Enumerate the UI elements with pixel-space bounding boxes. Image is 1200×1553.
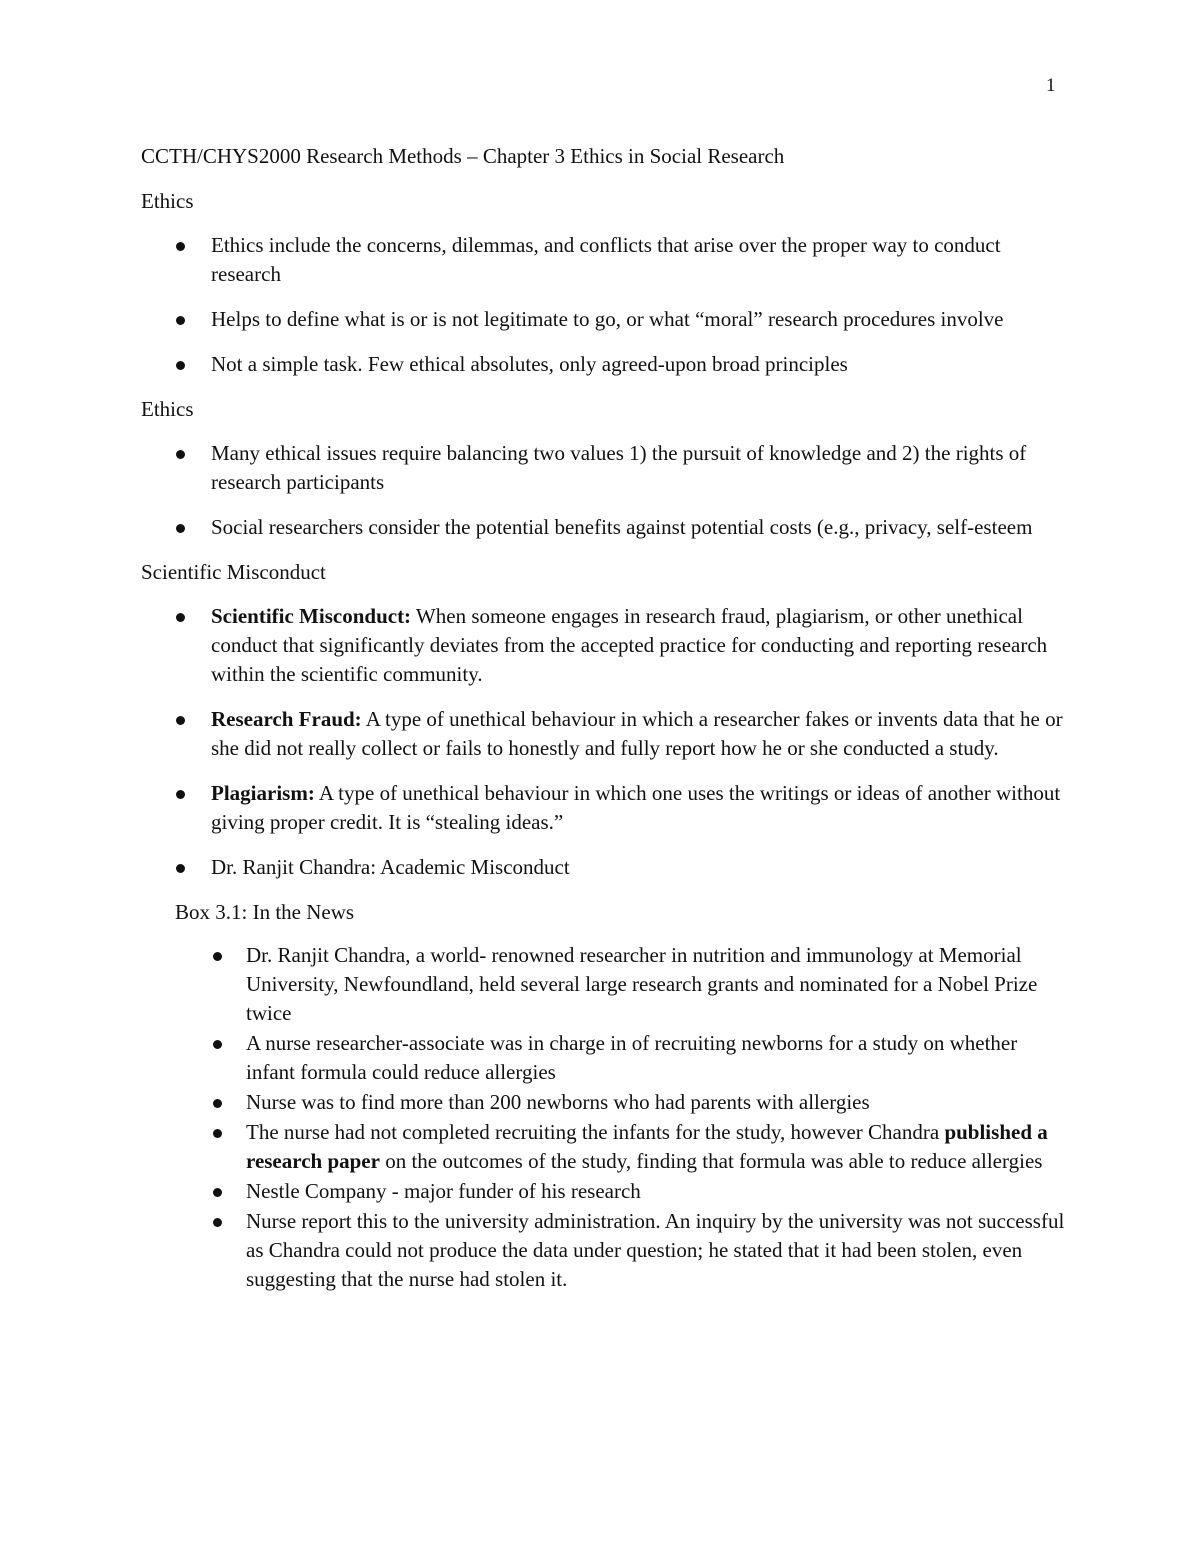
list-item-text: Dr. Ranjit Chandra: Academic Misconduct — [211, 855, 570, 879]
list-item — [141, 350, 1071, 379]
box-bullet-list — [141, 941, 1071, 1294]
list-item — [141, 231, 1071, 289]
bullet-icon — [176, 450, 185, 459]
section-heading-ethics-2: Ethics — [141, 397, 194, 421]
bullet-list — [141, 231, 1071, 379]
definition-text: A type of unethical behaviour in which one uses the writings or ideas of another without giving proper credit. It is “stealing ideas.” — [211, 781, 1061, 834]
section-heading-ethics-1: Ethics — [141, 189, 194, 213]
bullet-icon — [176, 613, 185, 622]
bullet-icon — [176, 242, 185, 251]
bullet-icon — [176, 790, 185, 799]
list-item-text: on the outcomes of the study, finding that formula was able to reduce allergies — [379, 1149, 1043, 1173]
list-item-text: Dr. Ranjit Chandra, a world- renowned researcher in nutrition and immunology at Memorial University, Newfoundland, held several large research grants and nominated for a Nobel Prize twice — [246, 943, 1038, 1025]
list-item-text: Nurse report this to the university administration. An inquiry by the university was not successful as Chandra could not produce the data under question; he stated that it had been stolen, even suggesting that the nurse had stolen it. — [246, 1209, 1065, 1291]
emphasis-text: published a research paper — [246, 1120, 1048, 1173]
list-item — [141, 1088, 1071, 1117]
list-item — [141, 853, 1071, 882]
term-scientific-misconduct: Scientific Misconduct: — [211, 604, 412, 628]
list-item-text: Not a simple task. Few ethical absolutes, only agreed-upon broad principles — [211, 352, 848, 376]
list-item — [141, 705, 1071, 763]
bullet-icon — [176, 361, 185, 370]
list-item — [141, 1207, 1071, 1294]
bullet-icon — [213, 1218, 222, 1227]
list-item-text: Many ethical issues require balancing two values 1) the pursuit of knowledge and 2) the rights of research participants — [211, 441, 1027, 494]
bullet-icon — [213, 1099, 222, 1108]
bullet-icon — [213, 952, 222, 961]
term-plagiarism: Plagiarism: — [211, 781, 315, 805]
bullet-icon — [213, 1040, 222, 1049]
bullet-icon — [213, 1129, 222, 1138]
list-item-text: A nurse researcher-associate was in charge in of recruiting newborns for a study on whether infant formula could reduce allergies — [246, 1031, 1018, 1084]
term-research-fraud: Research Fraud: — [211, 707, 362, 731]
definition-text: A type of unethical behaviour in which a researcher fakes or invents data that he or she did not really collect or fails to honestly and fully report how he or she conducted a study. — [211, 707, 1063, 760]
list-item — [141, 439, 1071, 497]
list-item — [141, 941, 1071, 1028]
bullet-icon — [176, 524, 185, 533]
bullet-icon — [176, 716, 185, 725]
list-item-text: Nestle Company - major funder of his research — [246, 1179, 641, 1203]
page-number: 1 — [1046, 75, 1056, 96]
bullet-icon — [213, 1188, 222, 1197]
list-item — [141, 1118, 1071, 1176]
list-item — [141, 1177, 1071, 1206]
document-title: CCTH/CHYS2000 Research Methods – Chapter 3 Ethics in Social Research — [141, 144, 785, 168]
box-heading: Box 3.1: In the News — [175, 900, 355, 924]
list-item — [141, 602, 1071, 689]
list-item-text: Helps to define what is or is not legitimate to go, or what “moral” research procedures involve — [211, 307, 1004, 331]
bullet-icon — [176, 864, 185, 873]
list-item — [141, 305, 1071, 334]
bullet-list — [141, 602, 1071, 882]
document-body — [141, 142, 1071, 1295]
list-item — [141, 513, 1071, 542]
list-item-text: Social researchers consider the potential benefits against potential costs (e.g., privacy, self-esteem — [211, 515, 1033, 539]
list-item — [141, 779, 1071, 837]
bullet-icon — [176, 316, 185, 325]
list-item-text: Ethics include the concerns, dilemmas, and conflicts that arise over the proper way to conduct research — [211, 233, 1001, 286]
definition-text: When someone engages in research fraud, plagiarism, or other unethical conduct that significantly deviates from the accepted practice for conducting and reporting research within the scientific community. — [211, 604, 1048, 686]
bullet-list — [141, 439, 1071, 542]
list-item-text: The nurse had not completed recruiting the infants for the study, however Chandra — [246, 1120, 945, 1144]
list-item-text: Nurse was to find more than 200 newborns who had parents with allergies — [246, 1090, 870, 1114]
list-item — [141, 1029, 1071, 1087]
section-heading-scientific-misconduct: Scientific Misconduct — [141, 560, 326, 584]
